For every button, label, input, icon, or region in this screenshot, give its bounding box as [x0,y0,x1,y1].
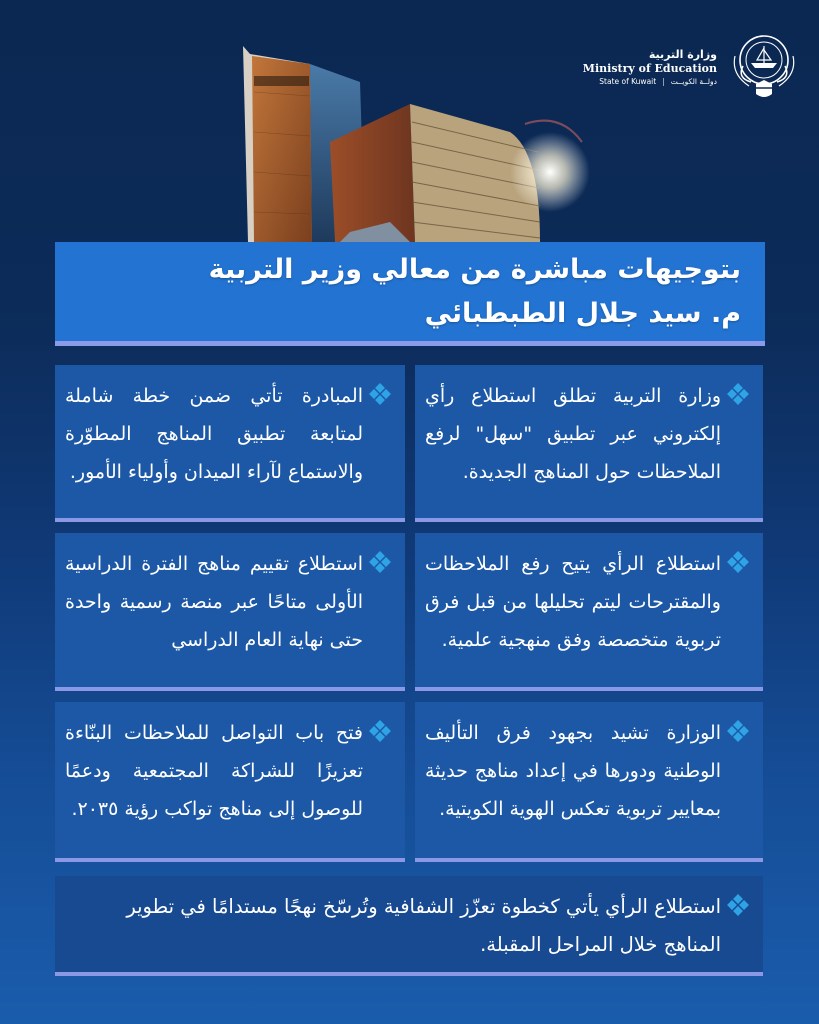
card-text: استطلاع الرأي يتيح رفع الملاحظات والمقترحات ليتم تحليلها من قبل فرق تربوية متخصصة وفق منهجية علمية. [425,553,721,651]
kuwait-emblem-icon [727,30,801,104]
card-text: وزارة التربية تطلق استطلاع رأي إلكتروني عبر تطبيق "سهل" لرفع الملاحظات حول المناهج الجديدة. [425,385,721,483]
headline-box [55,242,765,346]
state-arabic: دولــة الكويــت [670,76,717,86]
card-text: فتح باب التواصل للملاحظات البنّاءة تعزيزًا للشراكة المجتمعية ودعمًا للوصول إلى مناهج تواكب رؤية ٢٠٣٥. [65,722,363,820]
diamond-cluster-icon [727,551,749,573]
info-card [415,365,763,522]
info-card [55,702,405,862]
state-english: State of Kuwait [599,76,657,86]
summary-card [55,876,763,976]
diamond-cluster-icon [369,383,391,405]
card-text: المبادرة تأتي ضمن خطة شاملة لمتابعة تطبيق المناهج المطوّرة والاستماع لآراء الميدان وأولياء الأمور. [65,385,363,483]
logo-text [583,48,717,85]
diamond-cluster-icon [369,720,391,742]
diamond-cluster-icon [727,894,749,916]
ministry-logo [583,30,801,104]
card-text: استطلاع تقييم مناهج الفترة الدراسية الأولى متاحًا عبر منصة رسمية واحدة حتى نهاية العام الدراسي [65,553,363,651]
card-text: استطلاع الرأي يأتي كخطوة تعزّز الشفافية وتُرسّخ نهجًا مستدامًا في تطوير المناهج خلال المراحل المقبلة. [126,895,721,956]
diamond-cluster-icon [727,720,749,742]
headline-line-2: م. سيد جلال الطبطبائي [424,298,741,329]
card-text: الوزارة تشيد بجهود فرق التأليف الوطنية ودورها في إعداد مناهج حديثة بمعايير تربوية تعكس الهوية الكويتية. [425,722,721,820]
headline-line-1: بتوجيهات مباشرة من معالي وزير التربية [208,254,741,285]
ministry-building-photo [240,42,600,242]
state-separator: | [662,76,665,86]
info-card [415,702,763,862]
logo-state-line [583,77,717,86]
logo-english-name: Ministry of Education [582,61,717,75]
logo-arabic-name: وزارة التربية [648,48,717,62]
diamond-cluster-icon [727,383,749,405]
info-card [415,533,763,691]
diamond-cluster-icon [369,551,391,573]
info-card [55,533,405,691]
info-card [55,365,405,522]
